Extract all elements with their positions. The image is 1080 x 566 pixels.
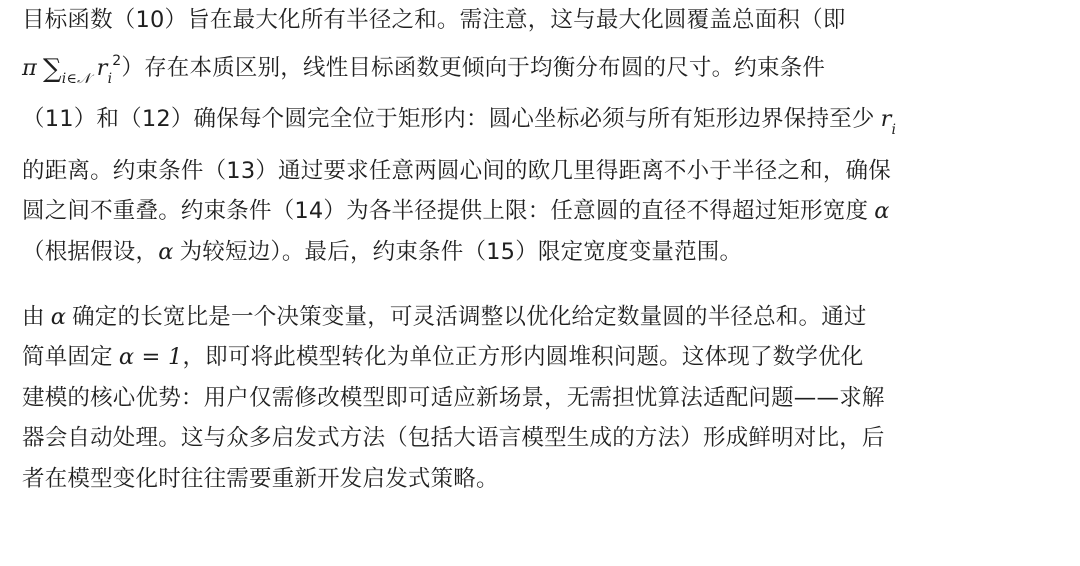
paragraph-aspect-ratio (22, 297, 1072, 500)
text-line (22, 232, 1072, 273)
text-line (22, 0, 1072, 41)
text-span: 简单固定 (22, 344, 113, 371)
math-alpha: α (874, 198, 890, 225)
math-r: r (96, 54, 108, 81)
math-alpha: α (50, 303, 67, 330)
text-span: ）存在本质区别，线性目标函数更倾向于均衡分布圆的尺寸。约束条件 (121, 54, 826, 81)
text-span: 圆之间不重叠。约束条件（14）为各半径提供上限：任意圆的直径不得超过矩形宽度 (22, 198, 869, 225)
text-span: 为较短边）。最后，约束条件（15）限定宽度变量范围。 (179, 238, 743, 265)
text-line (22, 99, 1072, 151)
text-span: 由 (22, 303, 45, 330)
math-alpha: α (158, 238, 174, 265)
math-r-subscript: i (107, 70, 113, 87)
text-line (22, 337, 1072, 378)
text-span: ，即可将此模型转化为单位正方形内圆堆积问题。这体现了数学优化 (182, 344, 864, 371)
document-body (22, 0, 1072, 500)
text-line (22, 297, 1072, 338)
text-line (22, 418, 1072, 459)
math-pi: π (22, 54, 37, 81)
math-r-superscript: 2 (112, 52, 122, 69)
math-alpha-equals-one: α = 1 (118, 344, 183, 371)
text-span: 目标函数（10）旨在最大化所有半径之和。需注意，这与最大化圆覆盖总面积（即 (22, 7, 846, 33)
math-r: r (880, 106, 892, 133)
text-line (22, 378, 1072, 419)
text-line (22, 151, 1072, 192)
text-span: 者在模型变化时往往需要重新开发启发式策略。 (22, 465, 499, 492)
text-span: 建模的核心优势：用户仅需修改模型即可适应新场景，无需担忧算法适配问题——求解 (22, 384, 885, 411)
math-sum-subscript: i∈𝒩 (61, 70, 91, 87)
text-span: （11）和（12）确保每个圆完全位于矩形内：圆心坐标必须与所有矩形边界保持至少 (22, 106, 875, 133)
paragraph-objective-constraints (22, 0, 1072, 273)
text-line (22, 41, 1072, 100)
text-line (22, 459, 1072, 500)
text-span: 的距离。约束条件（13）通过要求任意两圆心间的欧几里得距离不小于半径之和，确保 (22, 157, 891, 184)
math-sum-symbol: ∑ (43, 53, 62, 84)
math-r-subscript: i (891, 122, 897, 139)
text-span: （根据假设， (22, 238, 159, 265)
text-span: 器会自动处理。这与众多启发式方法（包括大语言模型生成的方法）形成鲜明对比，后 (22, 425, 885, 452)
text-line (22, 191, 1072, 232)
text-span: 确定的长宽比是一个决策变量，可灵活调整以优化给定数量圆的半径总和。通过 (72, 303, 867, 330)
